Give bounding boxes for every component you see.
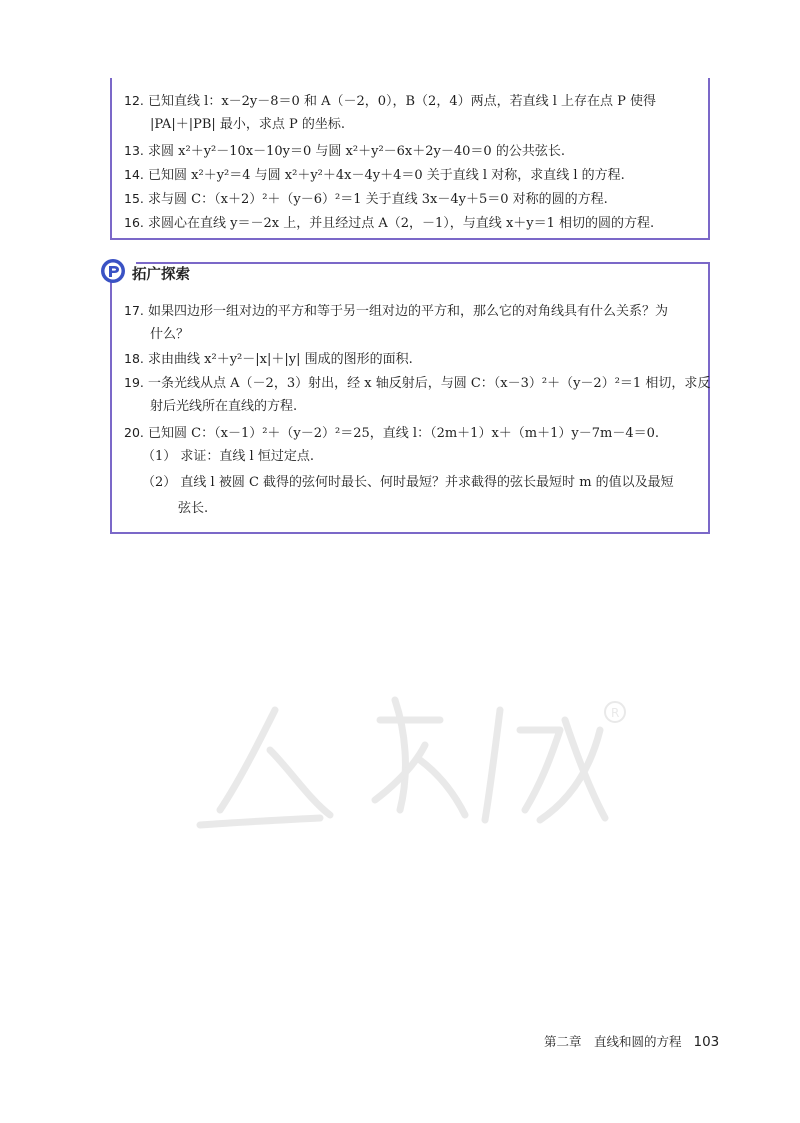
exercise-17 [124,302,668,320]
exercise-number: 12. [124,93,144,108]
sub-item-label: （2） [142,475,177,490]
sub-item-2 [142,474,674,491]
page-number: 103 [693,1034,720,1050]
exercise-text: 求圆心在直线 y＝－2x 上，并且经过点 A（2，－1），与直线 x＋y＝1 相切的圆的方程. [148,216,655,231]
exercise-18 [124,350,413,368]
exercise-number: 17. [124,303,144,318]
sub-item-label: （1） [142,449,177,464]
exercise-number: 19. [124,375,144,390]
sub-item-text: 求证：直线 l 恒过定点. [180,449,314,464]
sub-item-2-cont [178,500,208,517]
exercise-text: 什么？ [150,327,190,342]
exercise-text: 已知圆 C：（x－1）²＋（y－2）²＝25，直线 l：（2m＋1）x＋（m＋1）y－7m－4＝0. [148,426,659,441]
exercise-text: 一条光线从点 A（－2，3）射出，经 x 轴反射后，与圆 C：（x－3）²＋（y－2）²＝1 相切，求反 [148,376,711,391]
section-badge-icon [100,258,126,284]
exercise-number: 13. [124,143,144,158]
exercise-number: 15. [124,191,144,206]
exercise-19 [124,374,710,392]
exercise-number: 16. [124,215,144,230]
exercise-text: 求与圆 C：（x＋2）²＋（y－6）²＝1 关于直线 3x－4y＋5＝0 对称的圆的方程. [148,192,608,207]
exercise-number: 20. [124,425,144,440]
publisher-watermark [180,690,630,840]
sub-item-text: 直线 l 被圆 C 截得的弦何时最长、何时最短？并求截得的弦长最短时 m 的值以及最短 [180,475,674,490]
exercise-19-cont [150,398,297,415]
section-title: 拓广探索 [132,267,190,283]
exercise-12 [124,92,656,110]
exercise-text: 求圆 x²＋y²－10x－10y＝0 与圆 x²＋y²－6x＋2y－40＝0 的公共弦长. [148,144,565,159]
page-footer [544,1032,719,1050]
exercise-text: |PA|＋|PB| 最小，求点 P 的坐标. [150,117,346,132]
exercise-15 [124,190,608,208]
exercise-text: 已知圆 x²＋y²＝4 与圆 x²＋y²＋4x－4y＋4＝0 关于直线 l 对称，求直线 l 的方程. [148,168,625,183]
exercise-12-cont [150,116,345,133]
exercise-14 [124,166,625,184]
exercise-text: 已知直线 l：x－2y－8＝0 和 A（－2，0），B（2，4）两点，若直线 l 上存在点 P 使得 [148,94,657,109]
chapter-label: 第二章 直线和圆的方程 [544,1034,682,1049]
exercise-20 [124,424,659,442]
svg-text:R: R [611,706,620,720]
exercise-text: 求由曲线 x²＋y²－|x|＋|y| 围成的图形的面积. [148,352,413,367]
exercise-text: 射后光线所在直线的方程. [150,399,298,414]
exercise-text: 如果四边形一组对边的平方和等于另一组对边的平方和，那么它的对角线具有什么关系？为 [148,304,669,319]
sub-item-text: 弦长. [178,501,209,516]
exercise-17-cont [150,326,189,343]
exercise-number: 14. [124,167,144,182]
exercise-13 [124,142,565,160]
exploration-box-top-border [136,262,710,264]
exercise-16 [124,214,654,232]
sub-item-1 [142,448,314,465]
exercise-number: 18. [124,351,144,366]
